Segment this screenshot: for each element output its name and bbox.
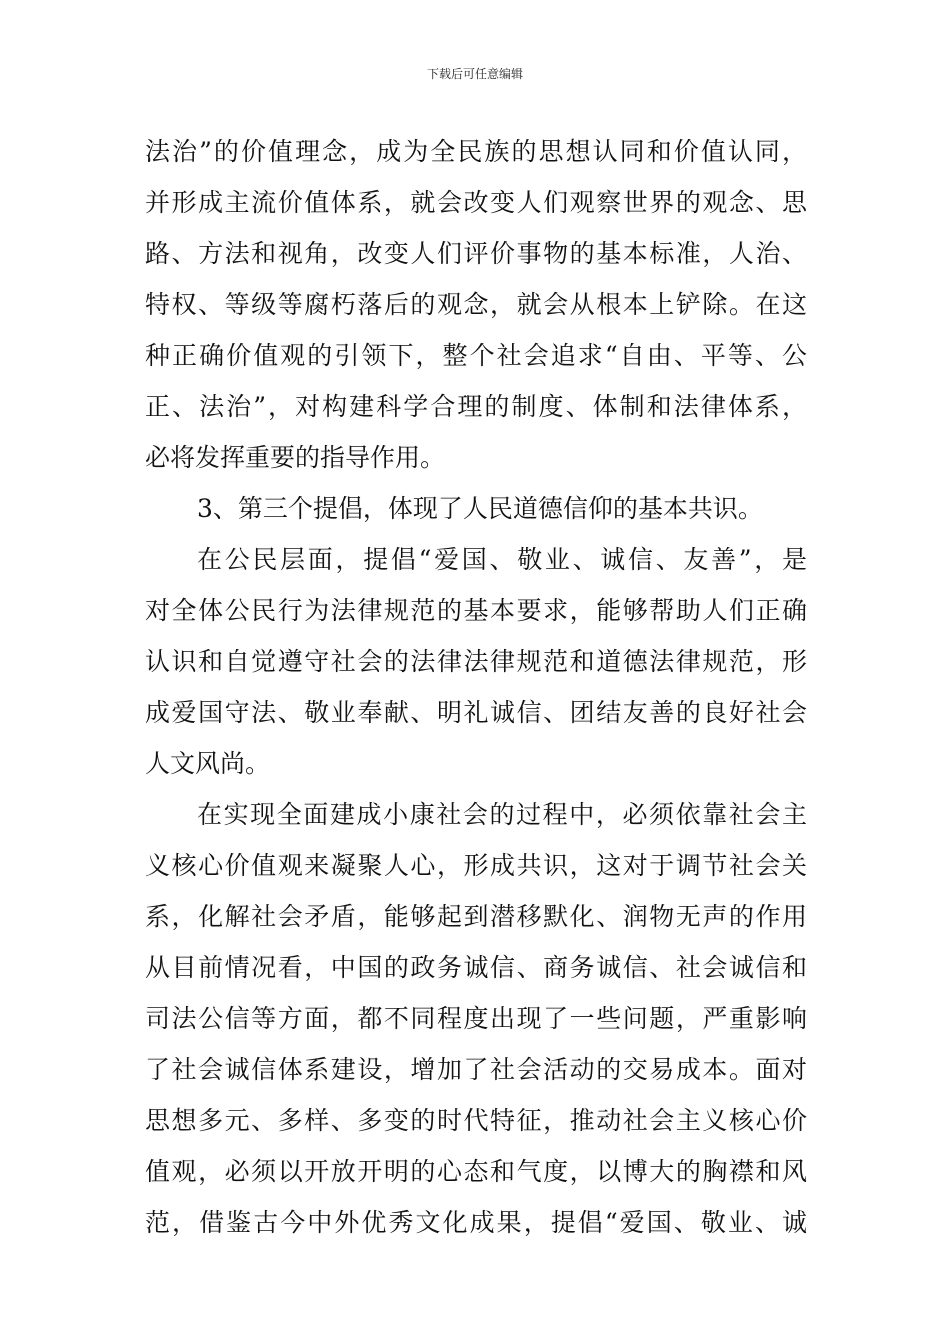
text-line: 人文风尚。 <box>145 749 271 778</box>
text-line: 司法公信等方面，都不同程度出现了一些问题，严重影响 <box>145 1004 807 1033</box>
body-text <box>145 126 807 1248</box>
text-line: 值观，必须以开放开明的心态和气度，以博大的胸襟和风 <box>145 1157 807 1186</box>
text-line: 3、第三个提倡，体现了人民道德信仰的基本共识。 <box>197 494 763 523</box>
text-line: 必将发挥重要的指导作用。 <box>145 443 446 472</box>
text-line: 在实现全面建成小康社会的过程中，必须依靠社会主 <box>197 800 807 829</box>
text-line: 思想多元、多样、多变的时代特征，推动社会主义核心价 <box>145 1106 807 1135</box>
text-line: 法治”的价值理念，成为全民族的思想认同和价值认同， <box>145 137 807 166</box>
text-line: 了社会诚信体系建设，增加了社会活动的交易成本。面对 <box>145 1055 807 1084</box>
text-line: 正、法治”，对构建科学合理的制度、体制和法律体系， <box>145 392 807 421</box>
text-line: 在公民层面，提倡“爱国、敬业、诚信、友善”，是 <box>197 545 807 574</box>
text-line: 范，借鉴古今中外优秀文化成果，提倡“爱国、敬业、诚 <box>145 1208 807 1237</box>
text-line: 特权、等级等腐朽落后的观念，就会从根本上铲除。在这 <box>145 290 807 319</box>
text-line: 系，化解社会矛盾，能够起到潜移默化、润物无声的作用 <box>145 902 807 931</box>
text-line: 成爱国守法、敬业奉献、明礼诚信、团结友善的良好社会 <box>145 698 807 727</box>
text-line: 认识和自觉遵守社会的法律法律规范和道德法律规范，形 <box>145 647 807 676</box>
text-line: 对全体公民行为法律规范的基本要求，能够帮助人们正确 <box>145 596 807 625</box>
text-line: 义核心价值观来凝聚人心，形成共识，这对于调节社会关 <box>145 851 807 880</box>
text-line: 并形成主流价值体系，就会改变人们观察世界的观念、思 <box>145 188 807 217</box>
text-line: 种正确价值观的引领下，整个社会追求“自由、平等、公 <box>145 341 807 370</box>
text-line: 从目前情况看，中国的政务诚信、商务诚信、社会诚信和 <box>145 953 807 982</box>
text-line: 路、方法和视角，改变人们评价事物的基本标准，人治、 <box>145 239 807 268</box>
page-header: 下载后可任意编辑 <box>426 67 523 81</box>
